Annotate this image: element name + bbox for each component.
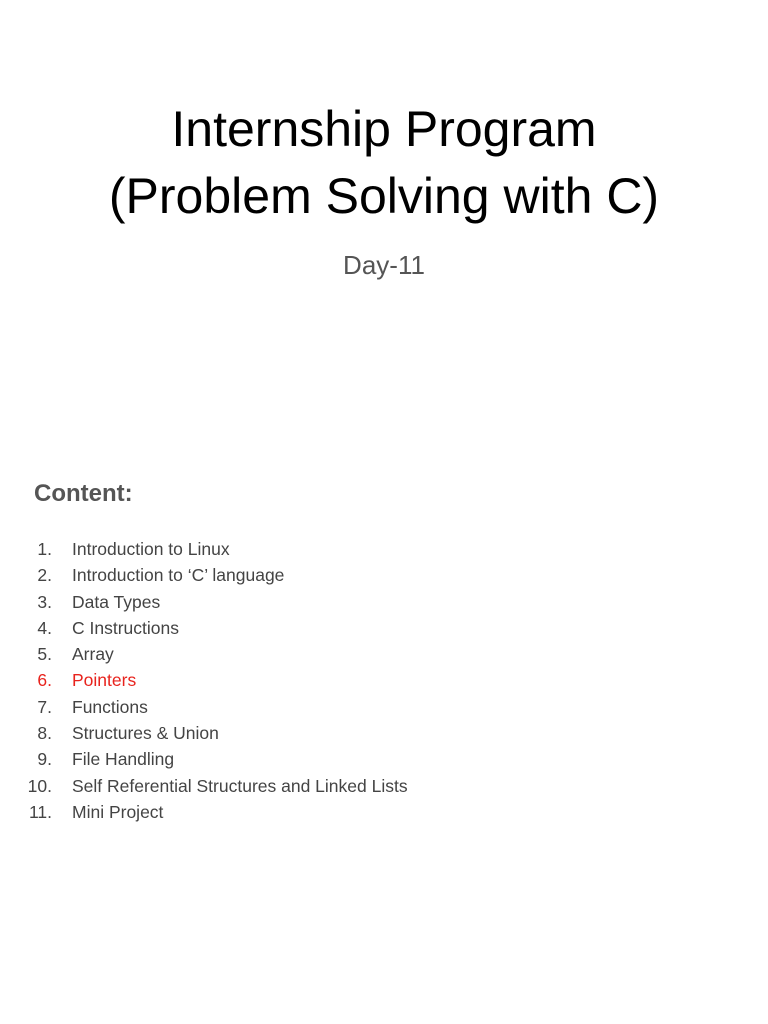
- list-item-label: Self Referential Structures and Linked Lists: [72, 775, 408, 796]
- list-item-number: 3.: [37, 591, 52, 612]
- content-list: [0, 536, 768, 825]
- list-item-number: 6.: [37, 670, 52, 691]
- list-item-label: Introduction to Linux: [72, 539, 230, 559]
- list-item-label: Introduction to ‘C’ language: [72, 565, 285, 586]
- day-subtitle: Day-11: [343, 250, 425, 280]
- list-item-number: 10.: [27, 775, 52, 796]
- title-line-1: Internship Program: [171, 101, 597, 157]
- list-item-number: 9.: [37, 749, 52, 770]
- list-item-number: 5.: [37, 644, 52, 665]
- list-item-number: 4.: [37, 617, 52, 638]
- list-item-number: 1.: [37, 539, 52, 559]
- content-heading: Content:: [34, 480, 133, 507]
- list-item: [0, 536, 768, 562]
- list-item-label: Pointers: [72, 670, 137, 691]
- list-item-label: Structures & Union: [72, 723, 219, 744]
- list-item: [0, 589, 768, 615]
- list-item: [0, 641, 768, 667]
- title-section: [0, 0, 768, 400]
- list-item: [0, 746, 768, 772]
- list-item-label: Functions: [72, 696, 148, 717]
- list-item-number: 2.: [37, 565, 52, 586]
- list-item-number: 7.: [37, 696, 52, 717]
- list-item: [0, 720, 768, 746]
- list-item-label: C Instructions: [72, 617, 179, 638]
- list-item: [0, 615, 768, 641]
- list-item: [0, 667, 768, 693]
- list-item-number: 8.: [37, 723, 52, 744]
- title-line-2: (Problem Solving with C): [108, 168, 660, 224]
- list-item: [0, 773, 768, 799]
- list-item: [0, 799, 768, 825]
- list-item-label: File Handling: [72, 749, 175, 770]
- list-item-label: Array: [72, 644, 114, 665]
- list-item: [0, 562, 768, 588]
- list-item-label: Data Types: [72, 591, 161, 612]
- list-item-number: 11.: [28, 801, 52, 822]
- list-item-label: Mini Project: [72, 801, 164, 822]
- list-item: [0, 694, 768, 720]
